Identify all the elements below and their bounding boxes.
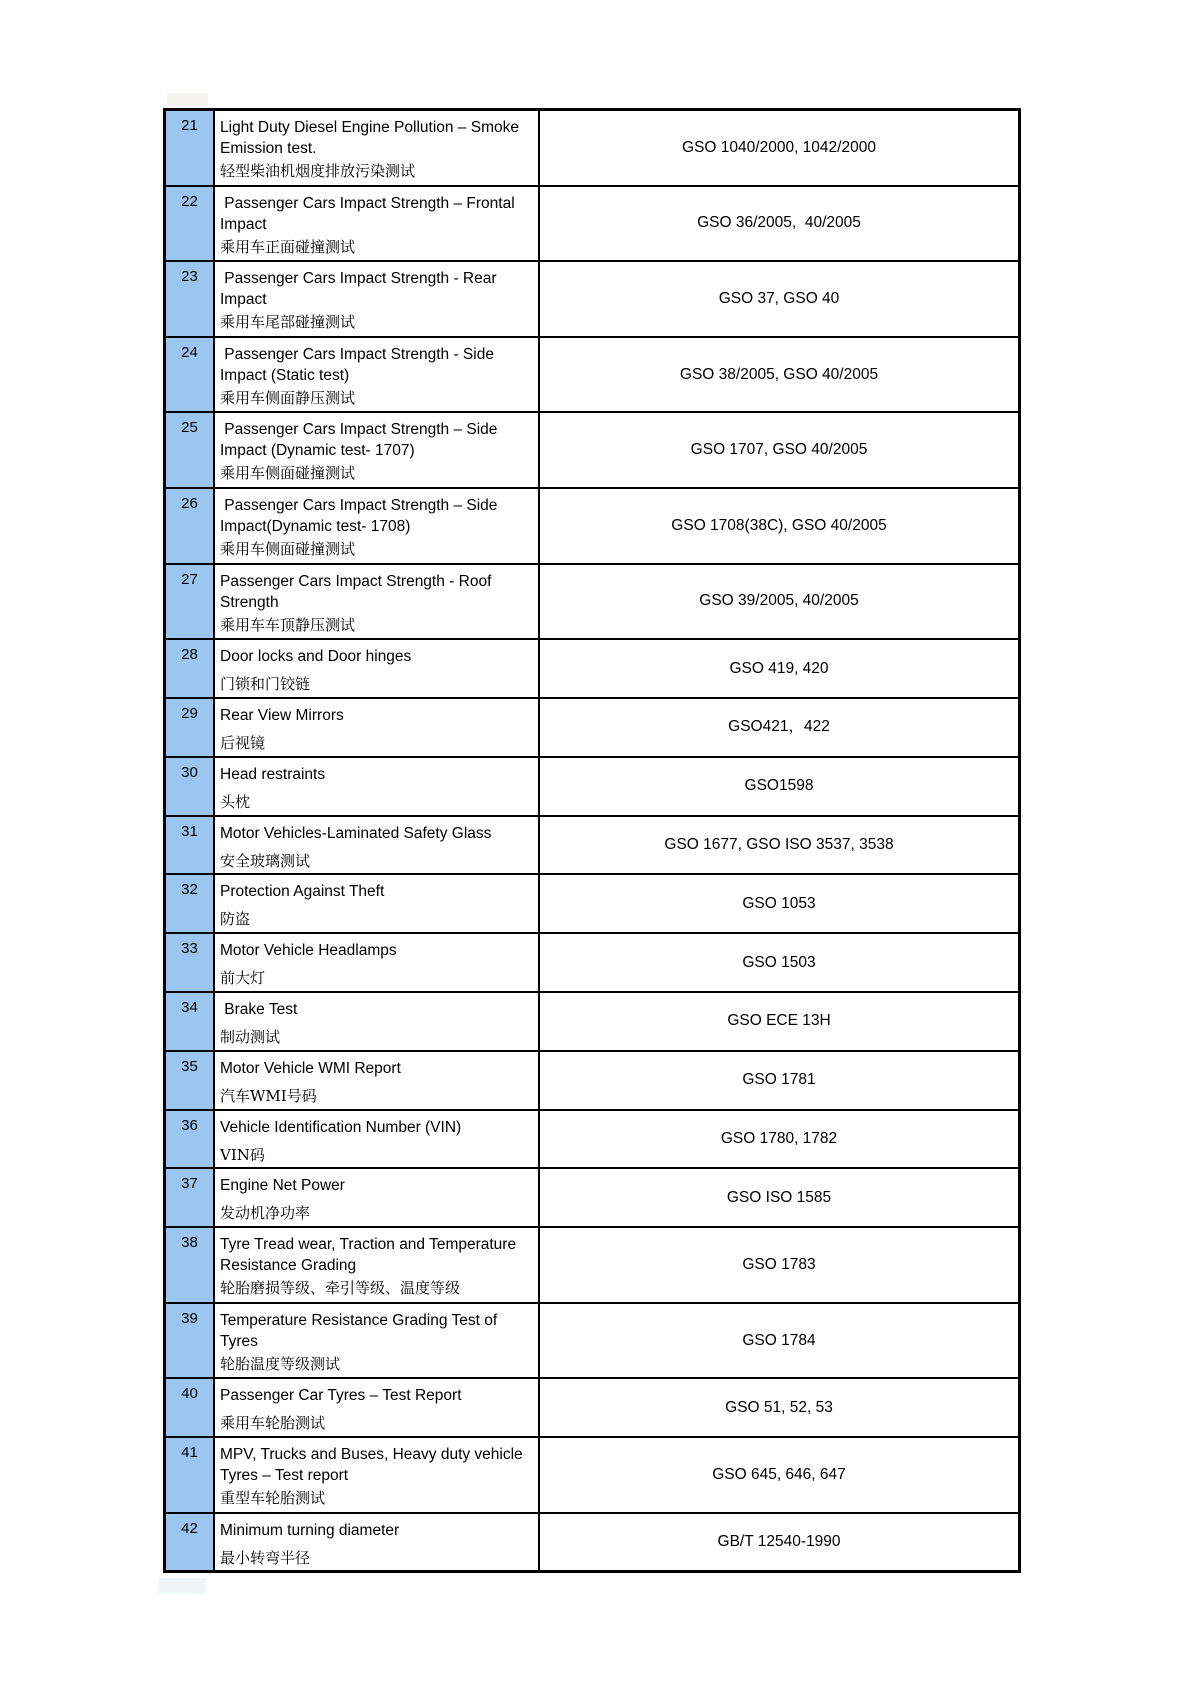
test-name-zh: 重型车轮胎测试 xyxy=(220,1489,326,1508)
row-number-cell: 35 xyxy=(166,1052,215,1109)
test-name-cell xyxy=(215,262,540,336)
test-name-en-line: Protection Against Theft xyxy=(220,883,385,901)
standard-reference-cell: GSO 1781 xyxy=(742,1071,816,1089)
test-name-en-line: Impact (Dynamic test- 1707) xyxy=(220,442,415,460)
test-name-en-line: MPV, Trucks and Buses, Heavy duty vehicle xyxy=(220,1446,523,1464)
standard-reference-cell: GSO 51, 52, 53 xyxy=(725,1398,833,1416)
test-name-en-line: Passenger Cars Impact Strength - Side xyxy=(220,345,494,363)
row-number-cell: 42 xyxy=(166,1514,215,1571)
standard-reference-cell: GSO 1503 xyxy=(742,953,816,971)
standard-reference-cell: GSO 1783 xyxy=(742,1255,816,1273)
test-name-cell xyxy=(215,413,540,487)
test-name-cell xyxy=(215,338,540,412)
test-name-en-line: Brake Test xyxy=(220,1000,298,1018)
test-name-cell xyxy=(215,187,540,261)
test-name-zh: 轮胎温度等级测试 xyxy=(220,1354,341,1373)
standard-reference-cell: GSO 1040/2000, 1042/2000 xyxy=(682,138,876,156)
table-row xyxy=(166,699,1018,758)
test-name-zh: 轻型柴油机烟度排放污染测试 xyxy=(220,162,416,180)
table-row xyxy=(166,1111,1018,1170)
test-name-cell xyxy=(215,817,540,874)
table-row xyxy=(166,262,1018,338)
test-name-zh: 头枕 xyxy=(220,792,251,811)
row-number-cell: 22 xyxy=(166,187,215,261)
test-name-cell xyxy=(215,111,540,185)
row-number-cell: 25 xyxy=(166,413,215,487)
test-name-en-line: Passenger Cars Impact Strength – Frontal xyxy=(220,194,515,212)
test-name-en-line: Passenger Cars Impact Strength – Side xyxy=(220,496,498,514)
table-row xyxy=(166,817,1018,876)
row-number-cell: 40 xyxy=(166,1379,215,1436)
table-row xyxy=(166,565,1018,641)
row-number-cell: 23 xyxy=(166,262,215,336)
table-row xyxy=(166,413,1018,489)
test-name-en-line: Engine Net Power xyxy=(220,1177,345,1195)
table-row xyxy=(166,993,1018,1052)
row-number-cell: 41 xyxy=(166,1438,215,1512)
test-name-zh: 乘用车侧面碰撞测试 xyxy=(220,539,356,558)
test-name-cell xyxy=(215,875,540,932)
test-name-cell xyxy=(215,699,540,756)
standard-reference-cell: GSO 1780, 1782 xyxy=(720,1129,838,1147)
test-name-cell xyxy=(215,640,540,697)
row-number-cell: 31 xyxy=(166,817,215,874)
test-name-cell xyxy=(215,934,540,991)
test-name-zh: 门锁和门铰链 xyxy=(220,675,311,694)
test-name-zh: 乘用车侧面碰撞测试 xyxy=(220,464,356,483)
row-number-cell: 36 xyxy=(166,1111,215,1168)
table-row xyxy=(166,1052,1018,1111)
standard-reference-cell: GSO 1677, GSO ISO 3537, 3538 xyxy=(664,835,894,853)
test-name-en-line: Passenger Cars Impact Strength – Side xyxy=(220,421,498,439)
table-row xyxy=(166,338,1018,414)
test-name-en-line: Motor Vehicle Headlamps xyxy=(220,942,397,960)
test-name-cell xyxy=(215,1228,540,1302)
test-name-cell xyxy=(215,1169,540,1226)
test-name-cell xyxy=(215,1111,540,1168)
test-name-zh: VIN码 xyxy=(220,1145,265,1164)
table-row xyxy=(166,1379,1018,1438)
test-name-en-line: Vehicle Identification Number (VIN) xyxy=(220,1118,462,1136)
table-row xyxy=(166,1438,1018,1514)
standard-reference-cell: GSO 419, 420 xyxy=(729,659,829,677)
test-name-en-line: Motor Vehicles-Laminated Safety Glass xyxy=(220,824,492,842)
test-name-zh: 乘用车侧面静压测试 xyxy=(220,388,356,407)
standard-reference-cell: GSO 39/2005, 40/2005 xyxy=(699,592,859,610)
test-name-en-line: Tyres xyxy=(220,1332,258,1350)
test-name-zh: 乘用车车顶静压测试 xyxy=(220,615,356,634)
table-row xyxy=(166,758,1018,817)
row-number-cell: 21 xyxy=(166,111,215,185)
table-row xyxy=(166,489,1018,565)
standard-reference-cell: GSO1598 xyxy=(744,777,814,795)
table-row xyxy=(166,1514,1018,1571)
table-row xyxy=(166,934,1018,993)
table-row xyxy=(166,111,1018,187)
scan-artifact-top xyxy=(167,93,208,106)
test-name-cell xyxy=(215,1052,540,1109)
row-number-cell: 29 xyxy=(166,699,215,756)
test-name-en-line: Impact(Dynamic test- 1708) xyxy=(220,517,411,535)
test-name-zh: 后视镜 xyxy=(220,733,266,752)
test-name-en-line: Head restraints xyxy=(220,765,326,783)
standard-reference-cell: GSO 1053 xyxy=(742,894,816,912)
test-name-cell xyxy=(215,565,540,639)
standard-reference-cell: GSO ISO 1585 xyxy=(726,1188,832,1206)
test-name-zh: 乘用车轮胎测试 xyxy=(220,1414,326,1433)
test-name-cell xyxy=(215,1304,540,1378)
test-name-zh: 发动机净功率 xyxy=(220,1204,311,1223)
row-number-cell: 39 xyxy=(166,1304,215,1378)
standard-reference-cell: GSO 37, GSO 40 xyxy=(718,289,840,307)
row-number-cell: 37 xyxy=(166,1169,215,1226)
test-name-en-line: Motor Vehicle WMI Report xyxy=(220,1059,401,1077)
test-name-en-line: Passenger Cars Impact Strength - Roof xyxy=(220,572,492,590)
test-name-zh: 制动测试 xyxy=(220,1027,281,1046)
table-row xyxy=(166,1304,1018,1380)
row-number-cell: 24 xyxy=(166,338,215,412)
row-number-cell: 38 xyxy=(166,1228,215,1302)
row-number-cell: 30 xyxy=(166,758,215,815)
table-row xyxy=(166,187,1018,263)
standard-reference-cell: GSO 38/2005, GSO 40/2005 xyxy=(679,365,879,383)
test-name-en-line: Emission test. xyxy=(220,140,317,157)
test-name-en-line: Impact (Static test) xyxy=(220,366,350,384)
standard-reference-cell: GSO421，422 xyxy=(728,718,830,736)
test-name-zh: 前大灯 xyxy=(220,969,266,988)
table-row xyxy=(166,1228,1018,1304)
test-name-en-line: Passenger Cars Impact Strength - Rear xyxy=(220,270,497,288)
test-name-cell xyxy=(215,758,540,815)
test-name-cell xyxy=(215,1379,540,1436)
standard-reference-cell: GSO 36/2005, 40/2005 xyxy=(697,214,861,232)
row-number-cell: 33 xyxy=(166,934,215,991)
test-name-zh: 最小转弯半径 xyxy=(220,1548,311,1567)
standard-reference-cell: GSO ECE 13H xyxy=(727,1012,831,1030)
test-name-cell xyxy=(215,1514,540,1571)
test-name-cell xyxy=(215,1438,540,1512)
test-name-zh: 乘用车尾部碰撞测试 xyxy=(220,313,356,332)
test-name-zh: 轮胎磨损等级、牵引等级、温度等级 xyxy=(220,1279,461,1298)
test-name-zh: 安全玻璃测试 xyxy=(220,851,311,870)
row-number-cell: 28 xyxy=(166,640,215,697)
test-name-cell xyxy=(215,489,540,563)
row-number-cell: 34 xyxy=(166,993,215,1050)
test-name-en-line: Light Duty Diesel Engine Pollution – Smoke xyxy=(220,119,519,136)
standards-table xyxy=(163,108,1021,1573)
row-number-cell: 32 xyxy=(166,875,215,932)
test-name-en-line: Impact xyxy=(220,215,267,233)
test-name-zh: 乘用车正面碰撞测试 xyxy=(220,237,356,256)
standard-reference-cell: GSO 1784 xyxy=(742,1331,816,1349)
standard-reference-cell: GSO 645, 646, 647 xyxy=(712,1465,846,1483)
test-name-en-line: Tyres – Test report xyxy=(220,1467,349,1485)
standard-reference-cell: GSO 1708(38C), GSO 40/2005 xyxy=(671,516,887,534)
test-name-en-line: Passenger Car Tyres – Test Report xyxy=(220,1387,462,1405)
table-row xyxy=(166,875,1018,934)
test-name-zh: 汽车WMI号码 xyxy=(220,1086,317,1105)
standard-reference-cell: GB/T 12540-1990 xyxy=(717,1532,841,1550)
test-name-cell xyxy=(215,993,540,1050)
test-name-en-line: Minimum turning diameter xyxy=(220,1521,400,1539)
test-name-en-line: Temperature Resistance Grading Test of xyxy=(220,1311,498,1329)
test-name-en-line: Rear View Mirrors xyxy=(220,706,344,724)
test-name-en-line: Impact xyxy=(220,291,267,309)
table-row xyxy=(166,1169,1018,1228)
scan-artifact-bottom xyxy=(158,1578,206,1594)
test-name-en-line: Strength xyxy=(220,593,279,611)
row-number-cell: 26 xyxy=(166,489,215,563)
test-name-en-line: Tyre Tread wear, Traction and Temperature xyxy=(220,1236,517,1254)
row-number-cell: 27 xyxy=(166,565,215,639)
standard-reference-cell: GSO 1707, GSO 40/2005 xyxy=(690,441,868,459)
test-name-en-line: Resistance Grading xyxy=(220,1257,357,1275)
table-row xyxy=(166,640,1018,699)
test-name-en-line: Door locks and Door hinges xyxy=(220,648,412,666)
test-name-zh: 防盗 xyxy=(220,910,251,929)
